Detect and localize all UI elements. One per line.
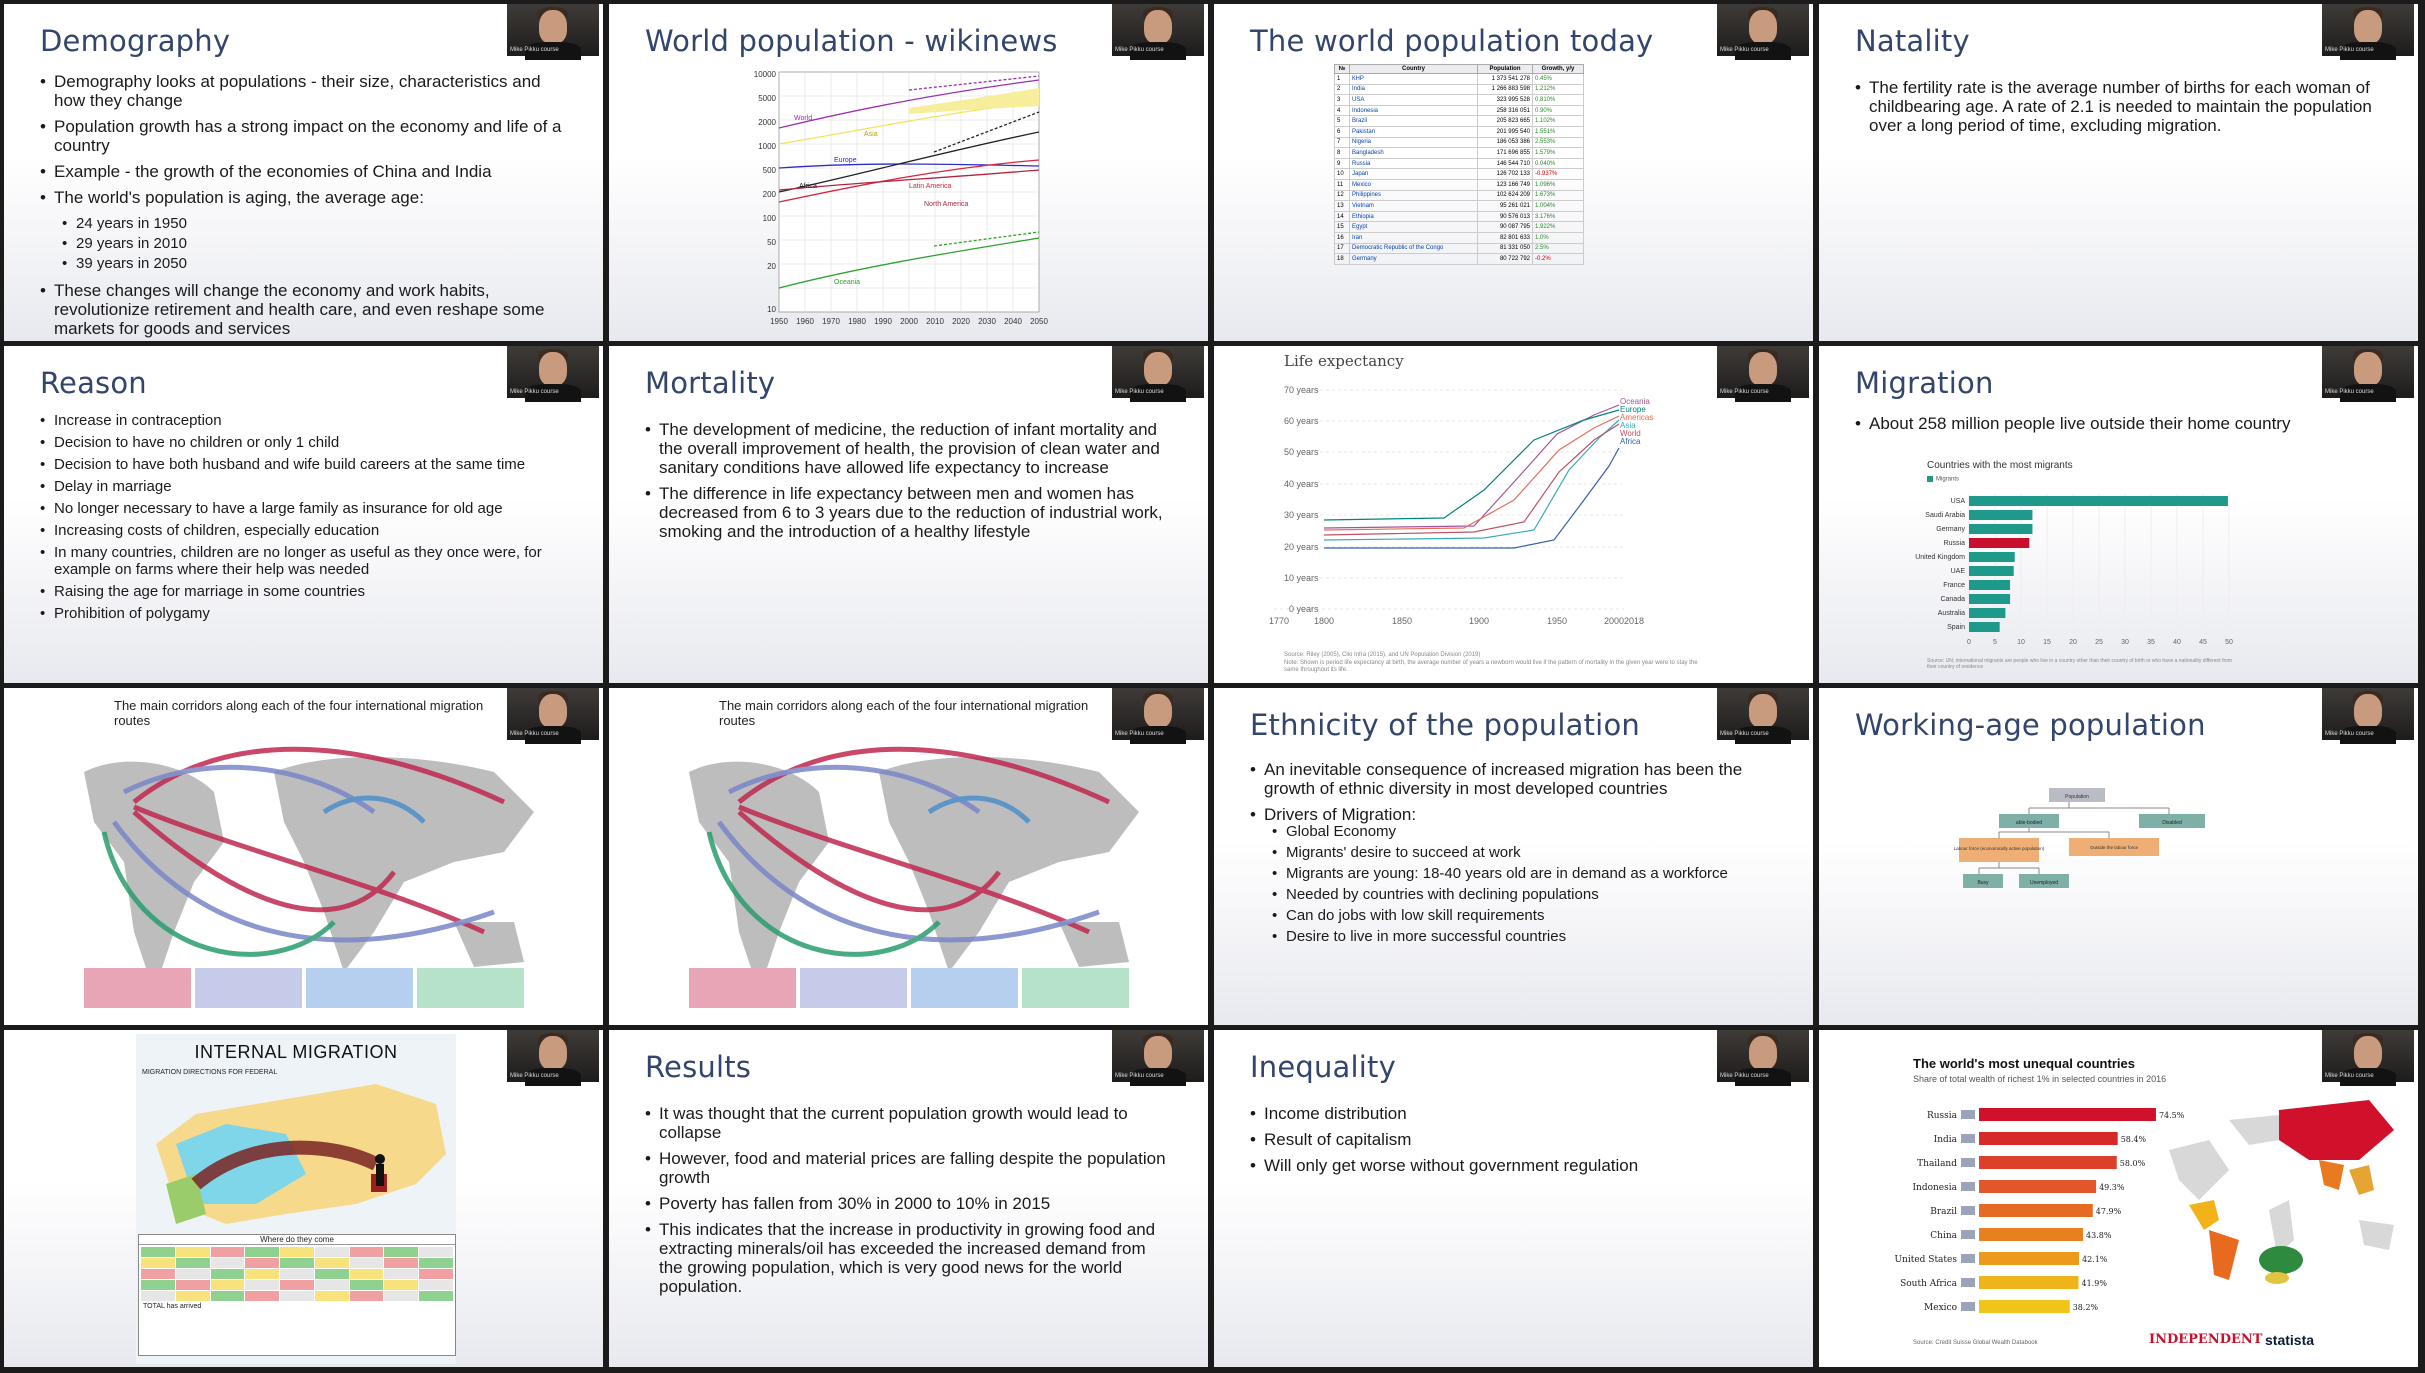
slide-title: Mortality: [645, 366, 776, 400]
bullet-list: • An inevitable consequence of increased migration has been the growth of ethnic diversity in most developed countries • Drivers of Migration:: [1250, 760, 1773, 826]
svg-text:Oceania: Oceania: [1620, 397, 1650, 406]
flag-icon: [1961, 1206, 1975, 1215]
bullet-list: • Income distribution • Result of capitalism • Will only get worse without government regulation: [1250, 1104, 1773, 1182]
svg-text:Europe: Europe: [1620, 405, 1646, 414]
migrants-bar-chart: [1909, 494, 2249, 654]
webcam-overlay: Mike Pikku course: [1717, 4, 1809, 56]
table-row: 16 Iran 82 801 633 1.0%: [1335, 232, 1584, 243]
svg-text:1970: 1970: [822, 317, 840, 326]
slide-title: Working-age population: [1855, 708, 2206, 742]
table-row: 17 Democratic Republic of the Congo 81 331 050 2.5%: [1335, 243, 1584, 254]
value-label: 43.8%: [2086, 1231, 2112, 1240]
bar-russia: [1969, 538, 2029, 548]
flag-icon: [1961, 1230, 1975, 1239]
chart-source: Source: Riley (2005), Clio Infra (2015), and UN Population Division (2019): [1284, 652, 1481, 658]
slide-title: Inequality: [1250, 1050, 1396, 1084]
category-label: South Africa: [1900, 1279, 1957, 1289]
svg-text:1800: 1800: [1313, 616, 1335, 626]
value-label: 58.4%: [2120, 1135, 2147, 1144]
bar-uae: [1969, 566, 2014, 576]
bar-china: [1979, 1228, 2083, 1241]
svg-text:100: 100: [762, 214, 776, 223]
chart-title: The world's most unequal countries: [1913, 1056, 2135, 1071]
value-label: 47.9%: [2095, 1207, 2122, 1216]
sub-bullet-list: • Global Economy • Migrants' desire to succeed at work • Migrants are young: 18-40 years old are in demand as a workforce • Needed by countries with declining populations • Can do jobs with low skill requirements • Desire to live in more successful countries: [1250, 822, 1773, 948]
x-tick-label: 50: [2225, 639, 2233, 646]
table-row: 18 Germany 80 722 792 -0.2%: [1335, 254, 1584, 265]
category-label: Russia: [1926, 1111, 1957, 1121]
population-chart: [744, 66, 1059, 336]
infographic-title: INTERNAL MIGRATION: [194, 1042, 398, 1062]
svg-text:2000: 2000: [1603, 616, 1625, 626]
category-label: Saudi Arabia: [1925, 512, 1965, 519]
chart-source: Source: Credit Suisse Global Wealth Databook: [1913, 1340, 2038, 1346]
category-label: Australia: [1937, 610, 1965, 617]
table-row: 8 Bangladesh 171 696 855 1.579%: [1335, 148, 1584, 159]
category-label: Germany: [1936, 526, 1965, 533]
svg-text:2050: 2050: [1030, 317, 1048, 326]
svg-text:World: World: [1620, 429, 1641, 438]
table-row: 14 Ethiopia 90 576 013 3.176%: [1335, 211, 1584, 222]
svg-text:500: 500: [762, 166, 776, 175]
independent-logo: INDEPENDENT: [2149, 1332, 2263, 1347]
bar-canada: [1969, 594, 2010, 604]
svg-text:Population: Population: [2065, 794, 2089, 800]
routes-legend: [84, 968, 524, 1008]
value-label: 41.9%: [2081, 1279, 2107, 1288]
category-label: China: [1930, 1231, 1957, 1241]
svg-text:30 years: 30 years: [1284, 510, 1319, 520]
bar-mexico: [1979, 1300, 2070, 1313]
svg-text:2020: 2020: [952, 317, 970, 326]
webcam-overlay: Mike Pikku course: [2322, 4, 2414, 56]
svg-text:Disabled: Disabled: [2162, 820, 2182, 826]
svg-text:10 years: 10 years: [1284, 573, 1319, 583]
svg-text:2000: 2000: [900, 317, 918, 326]
bar-russia: [1979, 1108, 2156, 1121]
svg-text:Asia: Asia: [864, 131, 878, 138]
slide-title: Results: [645, 1050, 752, 1084]
category-label: Canada: [1940, 596, 1965, 603]
svg-text:5000: 5000: [758, 94, 776, 103]
svg-text:Asia: Asia: [1620, 421, 1636, 430]
routes-legend: [689, 968, 1129, 1008]
category-label: USA: [1950, 498, 1965, 505]
category-label: UAE: [1950, 568, 1965, 575]
flag-icon: [1961, 1158, 1975, 1167]
migration-routes-map: [679, 732, 1159, 1002]
table-row: 15 Egypt 90 087 795 1.922%: [1335, 222, 1584, 233]
table-row: 12 Philippines 102 624 209 1.673%: [1335, 190, 1584, 201]
bar-united-states: [1979, 1252, 2079, 1265]
chart-title: Countries with the most migrants: [1927, 460, 2073, 471]
chart-note: Note: Shown is period life expectancy at birth, the average number of years a newborn would live if the pattern of mortality in the given year were to stay the same throughout its life.: [1284, 660, 1698, 673]
slide-title: Migration: [1855, 366, 1994, 400]
x-tick-label: 15: [2043, 639, 2051, 646]
svg-text:Busy: Busy: [1977, 880, 1989, 886]
svg-text:2000: 2000: [758, 118, 776, 127]
value-label: 58.0%: [2119, 1159, 2146, 1168]
webcam-overlay: Mike Pikku course: [1717, 346, 1809, 398]
slide-results[interactable]: [609, 1030, 1208, 1367]
table-row: 13 Vietnam 95 261 021 1.004%: [1335, 201, 1584, 212]
table-row: 9 Russia 146 544 710 0.040%: [1335, 158, 1584, 169]
chart-legend: Migrants: [1927, 476, 1959, 483]
table-row: 3 USA 323 995 528 0.810%: [1335, 95, 1584, 106]
slide-ethnicity[interactable]: [1214, 688, 1813, 1025]
svg-text:Africa: Africa: [1620, 437, 1641, 446]
webcam-overlay: Mike Pikku course: [2322, 688, 2414, 740]
webcam-overlay: Mike Pikku course: [2322, 1030, 2414, 1082]
chart-subtitle: Share of total wealth of richest 1% in selected countries in 2016: [1913, 1074, 2167, 1084]
slide-reason[interactable]: [4, 346, 603, 683]
category-label: India: [1933, 1135, 1957, 1145]
svg-text:Outside the labour force: Outside the labour force: [2089, 845, 2139, 850]
slide-inequality[interactable]: [1214, 1030, 1813, 1367]
chart-source: Source: UN; international migrants are people who live in a country other than their country of birth or who have a nationality different from their country of residence: [1927, 658, 2233, 670]
workforce-diagram: [1953, 788, 2259, 928]
webcam-overlay: Mike Pikku course: [507, 346, 599, 398]
svg-text:World: World: [794, 115, 813, 122]
table-row: 1 КНР 1 373 541 278 0.45%: [1335, 74, 1584, 85]
slide-life-expectancy[interactable]: [1214, 346, 1813, 683]
webcam-overlay: Mike Pikku course: [1112, 4, 1204, 56]
category-label: France: [1943, 582, 1965, 589]
flag-icon: [1961, 1110, 1975, 1119]
svg-text:0 years: 0 years: [1289, 604, 1319, 614]
svg-text:10000: 10000: [753, 70, 776, 79]
bar-australia: [1969, 608, 2005, 618]
bar-germany: [1969, 524, 2032, 534]
x-tick-label: 10: [2017, 639, 2025, 646]
svg-text:Latin America: Latin America: [909, 183, 952, 190]
category-label: United Kingdom: [1915, 554, 1965, 561]
category-label: United States: [1894, 1255, 1957, 1265]
value-label: 42.1%: [2081, 1255, 2108, 1264]
bullet-list: • The development of medicine, the reduction of infant mortality and the overall improvement of health, the provision of clean water and sanitary conditions have allowed life expectancy to increase • The difference in life expectancy between men and women has decreased from 6 to 3 years due to the reduction of industrial work, smoking and the introduction of a healthy lifestyle: [645, 420, 1168, 548]
table-row: 10 Japan 126 702 133 -0.937%: [1335, 169, 1584, 180]
slide-title: Natality: [1855, 24, 1970, 58]
bar-france: [1969, 580, 2010, 590]
svg-text:1850: 1850: [1391, 616, 1413, 626]
slide-natality[interactable]: [1819, 4, 2418, 341]
x-tick-label: 20: [2069, 639, 2077, 646]
svg-text:1900: 1900: [1468, 616, 1490, 626]
bar-spain: [1969, 622, 2000, 632]
svg-text:1000: 1000: [758, 142, 776, 151]
svg-text:50 years: 50 years: [1284, 447, 1319, 457]
slide-title: The main corridors along each of the four international migration routes: [114, 698, 484, 728]
webcam-overlay: Mike Pikku course: [1717, 688, 1809, 740]
webcam-overlay: Mike Pikku course: [1112, 346, 1204, 398]
svg-text:1770: 1770: [1268, 616, 1290, 626]
bar-south-africa: [1979, 1276, 2079, 1289]
x-tick-label: 5: [1993, 639, 1997, 646]
webcam-overlay: Mike Pikku course: [1112, 688, 1204, 740]
x-tick-label: 0: [1967, 639, 1971, 646]
svg-text:2018: 2018: [1623, 616, 1645, 626]
category-label: Brazil: [1930, 1207, 1957, 1217]
flag-icon: [1961, 1302, 1975, 1311]
slide-working-age[interactable]: [1819, 688, 2418, 1025]
flag-icon: [1961, 1254, 1975, 1263]
slide-demography[interactable]: [4, 4, 603, 341]
webcam-overlay: Mike Pikku course: [1717, 1030, 1809, 1082]
svg-text:1960: 1960: [796, 317, 814, 326]
webcam-overlay: Mike Pikku course: [507, 1030, 599, 1082]
migration-matrix: Where do they come TOTAL has arrived: [138, 1234, 456, 1356]
table-row: 4 Indonesia 258 316 051 0.90%: [1335, 105, 1584, 116]
svg-text:200: 200: [762, 190, 776, 199]
webcam-overlay: Mike Pikku course: [507, 4, 599, 56]
flag-icon: [1961, 1278, 1975, 1287]
value-label: 74.5%: [2158, 1111, 2185, 1120]
slide-title: The world population today: [1250, 24, 1654, 58]
slide-internal-migration[interactable]: [4, 1030, 603, 1367]
bar-saudi-arabia: [1969, 510, 2032, 520]
svg-text:1950: 1950: [770, 317, 788, 326]
infographic-subtitle: MIGRATION DIRECTIONS FOR FEDERAL: [142, 1069, 278, 1076]
table-row: 7 Nigeria 186 053 386 2.553%: [1335, 137, 1584, 148]
flag-icon: [1961, 1134, 1975, 1143]
x-tick-label: 45: [2199, 639, 2207, 646]
x-tick-label: 35: [2147, 639, 2155, 646]
category-label: Thailand: [1917, 1159, 1957, 1169]
inequality-bar-chart: [1879, 1100, 2185, 1340]
svg-text:60 years: 60 years: [1284, 416, 1319, 426]
slide-mortality[interactable]: [609, 346, 1208, 683]
category-label: Mexico: [1924, 1303, 1957, 1313]
world-wealth-map: [2169, 1090, 2399, 1300]
value-label: 49.3%: [2099, 1183, 2125, 1192]
bullet-list: • Increase in contraception • Decision to have no children or only 1 child • Decision to have both husband and wife build careers at the same time • Delay in marriage • No longer necessary to have a large family as insurance for old age • Increasing costs of children, especially education • In many countries, children are no longer as useful as they once were, for example on farms where their help was needed • Raising the age for marriage in some countries • Prohibition of polygamy: [40, 412, 563, 627]
svg-text:50: 50: [767, 238, 776, 247]
slide-population-today[interactable]: [1214, 4, 1813, 341]
category-label: Spain: [1947, 624, 1965, 631]
svg-text:Labour force (economically act: Labour force (economically active population): [1953, 846, 2045, 851]
slide-title: Ethnicity of the population: [1250, 708, 1640, 742]
bar-thailand: [1979, 1156, 2117, 1169]
category-label: Indonesia: [1912, 1183, 1957, 1193]
svg-text:able-bodied: able-bodied: [2015, 820, 2043, 826]
svg-text:Americas: Americas: [1620, 413, 1654, 422]
chart-title: Life expectancy: [1284, 352, 1404, 370]
bar-usa: [1969, 496, 2228, 506]
infographic: [136, 1034, 456, 1364]
bar-united-kingdom: [1969, 552, 2015, 562]
svg-text:40 years: 40 years: [1284, 479, 1319, 489]
table-row: 2 India 1 266 883 598 1.212%: [1335, 84, 1584, 95]
svg-text:2030: 2030: [978, 317, 996, 326]
slide-title: Reason: [40, 366, 147, 400]
bullet-list: • It was thought that the current population growth would lead to collapse • However, food and material prices are falling despite the population growth • Poverty has fallen from 30% in 2000 to 10% in 2015 • This indicates that the increase in productivity in growing food and extracting minerals/oil has exceeded the increased demand from the growing population, which is very good news for the world population.: [645, 1104, 1168, 1303]
life-expectancy-chart: [1214, 385, 1654, 640]
svg-text:Africa: Africa: [799, 183, 817, 190]
bar-indonesia: [1979, 1180, 2096, 1193]
svg-text:1950: 1950: [1546, 616, 1568, 626]
svg-text:70 years: 70 years: [1284, 385, 1319, 395]
migration-routes-map: [74, 732, 554, 1002]
slide-migration[interactable]: [1819, 346, 2418, 683]
svg-text:North America: North America: [924, 201, 969, 208]
svg-text:Europe: Europe: [834, 157, 857, 164]
value-label: 38.2%: [2072, 1303, 2099, 1312]
bullet-list: • The fertility rate is the average number of births for each woman of childbearing age. A rate of 2.1 is needed to maintain the population over a long period of time, excluding migration.: [1855, 78, 2378, 142]
category-label: Russia: [1943, 540, 1965, 547]
bullet-list: • Demography looks at populations - their size, characteristics and how they change • Population growth has a strong impact on the economy and life of a country • Example - the growth of the economies of China and India • The world's population is aging, the average age: • 24 years in 1950 • 29 years in 2010 • 39 years in 2050 • These changes will change the economy and work habits, revolutionize retirement and health care, and even reshape some markets for goods and services: [40, 72, 563, 345]
x-tick-label: 40: [2173, 639, 2181, 646]
svg-text:1980: 1980: [848, 317, 866, 326]
svg-text:Oceania: Oceania: [834, 279, 861, 286]
table-row: 5 Brazil 205 823 665 1.102%: [1335, 116, 1584, 127]
table-row: 6 Pakistan 201 995 540 1.551%: [1335, 126, 1584, 137]
statista-logo: statista: [2265, 1332, 2315, 1348]
svg-text:Unemployed: Unemployed: [2029, 880, 2059, 886]
bar-brazil: [1979, 1204, 2093, 1217]
webcam-overlay: Mike Pikku course: [507, 688, 599, 740]
slide-title: The main corridors along each of the four international migration routes: [719, 698, 1089, 728]
svg-text:2010: 2010: [926, 317, 944, 326]
svg-text:20 years: 20 years: [1284, 542, 1319, 552]
svg-text:1990: 1990: [874, 317, 892, 326]
bar-india: [1979, 1132, 2118, 1145]
flag-icon: [1961, 1182, 1975, 1191]
bullet-list: • About 258 million people live outside their home country: [1855, 414, 2378, 440]
svg-text:2040: 2040: [1004, 317, 1022, 326]
slide-unequal-countries[interactable]: [1819, 1030, 2418, 1367]
slide-title: World population - wikinews: [645, 24, 1058, 58]
slide-title: Demography: [40, 24, 231, 58]
x-tick-label: 25: [2095, 639, 2103, 646]
svg-text:20: 20: [767, 262, 776, 271]
webcam-overlay: Mike Pikku course: [2322, 346, 2414, 398]
webcam-overlay: Mike Pikku course: [1112, 1030, 1204, 1082]
table-row: 11 Mexico 123 166 749 1.096%: [1335, 179, 1584, 190]
slide-migration-routes-2[interactable]: [609, 688, 1208, 1025]
russia-map: [136, 1074, 456, 1234]
slide-world-population[interactable]: [609, 4, 1208, 341]
slide-migration-routes-1[interactable]: [4, 688, 603, 1025]
x-tick-label: 30: [2121, 639, 2129, 646]
svg-text:10: 10: [767, 305, 776, 314]
population-table: № Country Population Growth, y/y 1 КНР 1 373 541 278 0.45% 2 India 1 266 883 598 1.212% 3 USA 323 995 528 0.810% 4 Indonesia 258 316 051 0.90% 5 Brazil 205 823 665 1.102% 6 Pakistan 201 995 540 1.551% 7 Nigeria 186 053 386 2.553% 8 Bangladesh 171 696 855 1.579% 9 Russia 146 544 710 0.040% 10 Japan 126 702 133 -0.937% 11 Mexico 123 166 749 1.096% 12 Philippines 102 624 209 1.673% 13 Vietnam 95 261 021 1.004% 14 Ethiopia 90 576 013 3.176% 15 Egypt 90 087 795 1.922% 16 Iran 82 801 633 1.0% 17 Democratic Republic of the Congo 81 331 050 2.5% 18 Germany 80 722 792 -0.2%: [1334, 64, 1584, 265]
